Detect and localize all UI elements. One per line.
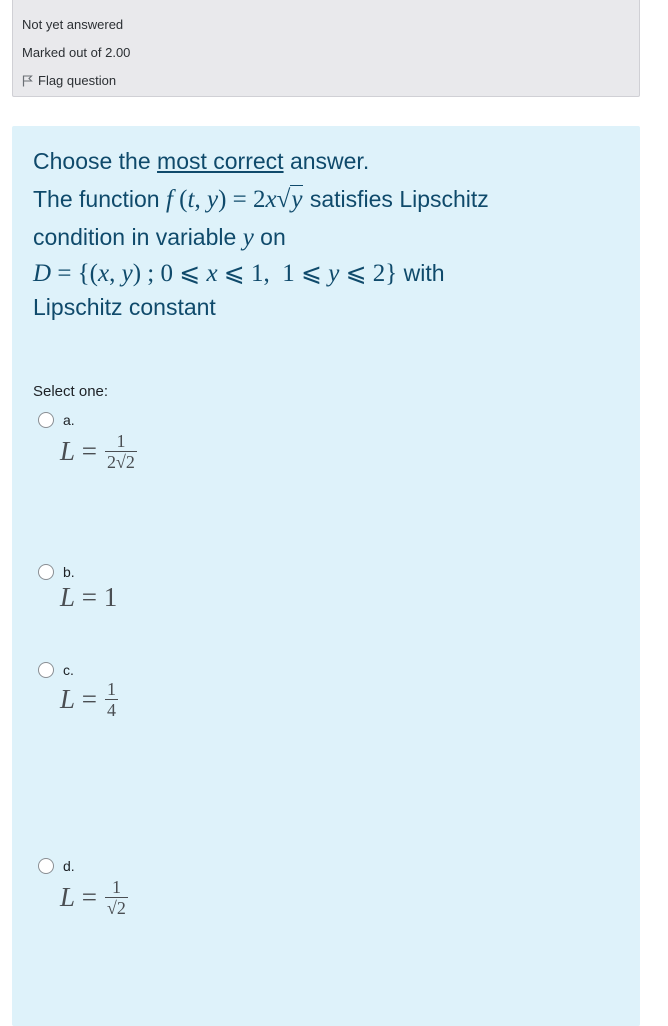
fraction-denominator: 4 [107,700,117,720]
question-text-prefix: The function [33,186,166,212]
question-domain-line [33,258,633,288]
formula-lhs: L [60,436,76,466]
formula-fraction [105,680,118,719]
radio-unchecked-icon[interactable] [38,412,54,428]
option-letter: d. [63,858,75,874]
marks-info: Marked out of 2.00 [22,45,131,60]
instruction-suffix: answer. [283,148,370,174]
flag-icon [22,75,33,87]
radio-unchecked-icon[interactable] [38,858,54,874]
fraction-numerator: 1 [107,679,117,699]
variable-y: y [242,224,254,251]
option-letter: a. [63,412,75,428]
condition-text: condition in variable [33,224,243,250]
flag-question-label: Flag question [38,73,117,88]
fraction-denominator: √2 [107,898,126,918]
flag-question-link[interactable] [22,73,116,88]
option-formula [60,680,118,719]
fraction-numerator: 1 [116,431,126,451]
select-one-label: Select one: [33,383,109,400]
formula-lhs: L [60,882,76,912]
domain-formula: D = {(x, y) ; 0 ⩽ x ⩽ 1, 1 ⩽ y ⩽ 2} [33,260,398,287]
formula-fraction [105,878,128,917]
question-text-mid: satisfies Lipschitz [303,186,489,212]
fraction-denominator: 2√2 [107,452,135,472]
formula-eq: = [81,582,98,612]
radio-unchecked-icon[interactable] [38,662,54,678]
radio-unchecked-icon[interactable] [38,564,54,580]
formula-eq: = [81,684,98,714]
option-formula [60,582,117,613]
formula-value: 1 [103,582,118,612]
formula-lhs: L [60,582,76,612]
option-formula [60,878,128,917]
question-condition-line [33,224,633,252]
function-formula: f (t, y) = 2x√y [165,186,303,213]
question-info-panel [12,0,640,97]
instruction-emphasis: most correct [157,148,284,174]
question-function-line [33,186,633,214]
formula-eq: = [81,882,98,912]
answer-status: Not yet answered [22,17,124,32]
option-letter: c. [63,662,74,678]
formula-lhs: L [60,684,76,714]
fraction-numerator: 1 [111,877,121,897]
option-letter: b. [63,564,75,580]
question-last-line: Lipschitz constant [33,294,216,320]
domain-suffix: with [397,260,445,286]
option-formula [60,432,137,471]
instruction-prefix: Choose the [33,148,158,174]
question-instruction [33,148,633,175]
condition-suffix: on [253,224,286,250]
formula-fraction [105,432,137,471]
question-panel [12,126,640,1026]
formula-eq: = [81,436,98,466]
